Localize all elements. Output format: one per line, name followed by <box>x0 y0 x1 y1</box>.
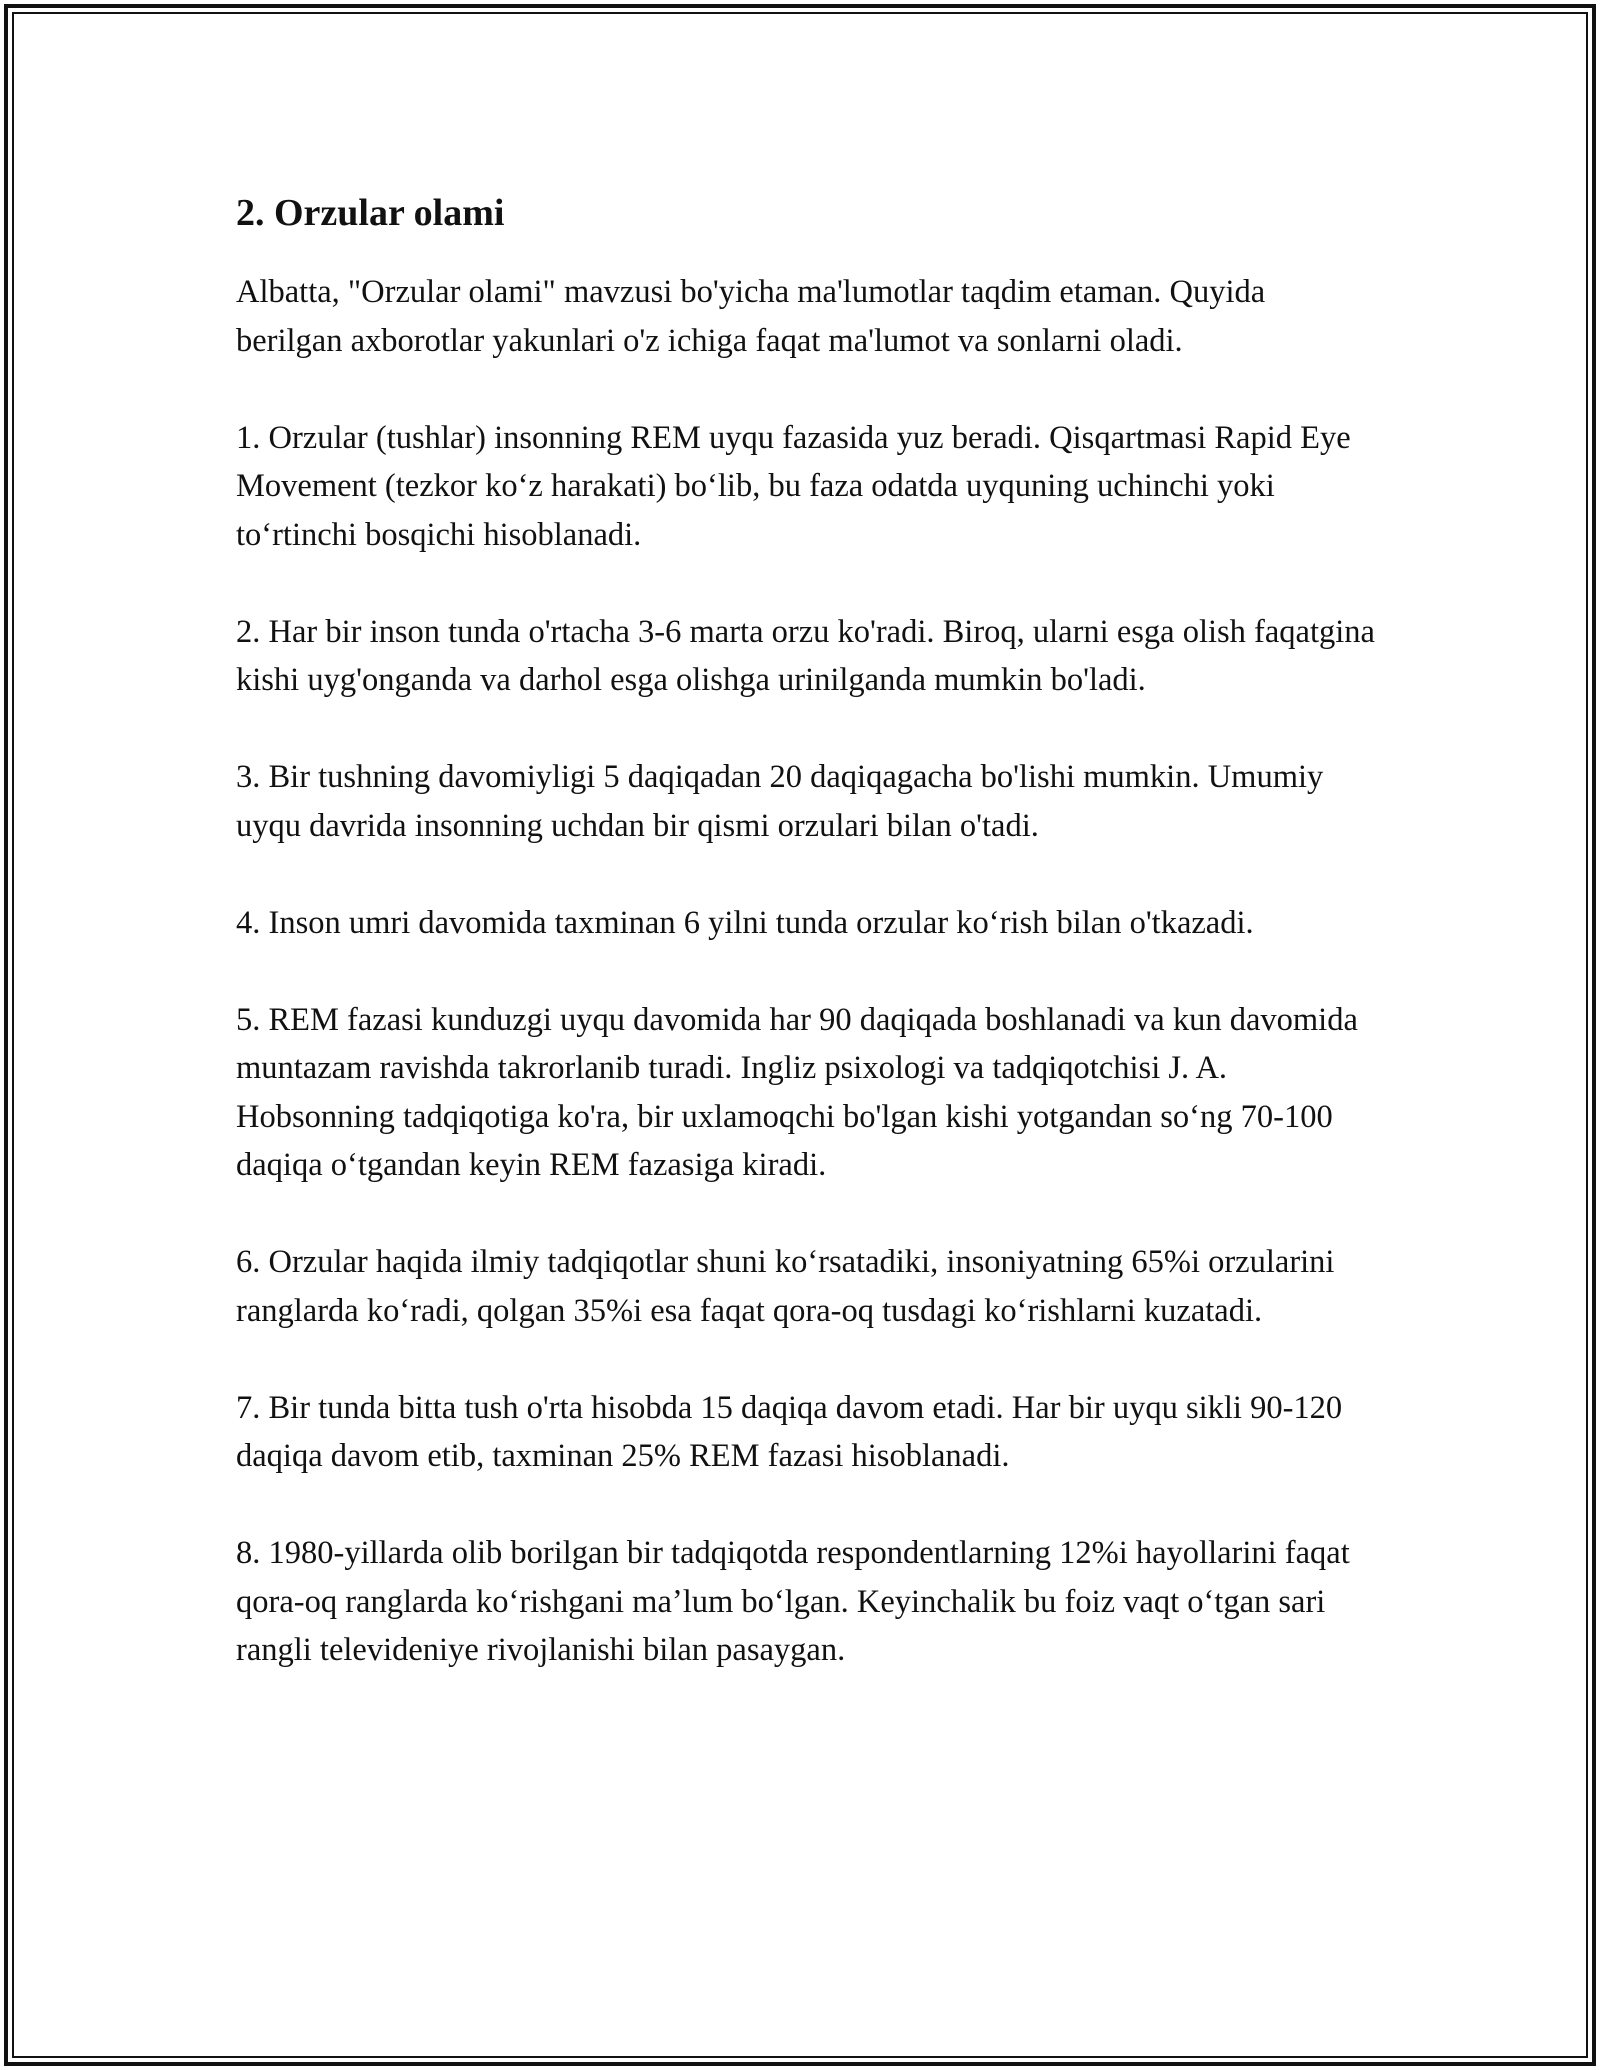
document-body <box>236 186 1376 1723</box>
fact-item-1: 1. Orzular (tushlar) insonning REM uyqu fazasida yuz beradi. Qisqartmasi Rapid Eye Movement (tezkor koʻz harakati) boʻlib, bu faza odatda uyquning uchinchi yoki toʻrtinchi bosqichi hisoblanadi. <box>236 419 1351 553</box>
fact-item-8: 8. 1980-yillarda olib borilgan bir tadqiqotda respondentlarning 12%i hayollarini faqat qora-oq ranglarda koʻrishgani maʼlum boʻlgan. Keyinchalik bu foiz vaqt oʻtgan sari rangli televideniye rivojlanishi bilan pasaygan. <box>236 1535 1350 1668</box>
fact-item-3: 3. Bir tushning davomiyligi 5 daqiqadan 20 daqiqagacha bo'lishi mumkin. Umumiy uyqu davrida insonning uchdan bir qismi orzulari bilan o'tadi. <box>236 759 1324 844</box>
fact-item-6: 6. Orzular haqida ilmiy tadqiqotlar shuni koʻrsatadiki, insoniyatning 65%i orzularini ranglarda koʻradi, qolgan 35%i esa faqat qora-oq tusdagi koʻrishlarni kuzatadi. <box>236 1244 1335 1329</box>
fact-item-7: 7. Bir tunda bitta tush o'rta hisobda 15 daqiqa davom etadi. Har bir uyqu sikli 90-120 daqiqa davom etib, taxminan 25% REM fazasi hisoblanadi. <box>236 1389 1343 1474</box>
fact-item-2: 2. Har bir inson tunda o'rtacha 3-6 marta orzu ko'radi. Biroq, ularni esga olish faqatgina kishi uyg'onganda va darhol esga olishga urinilganda mumkin bo'ladi. <box>236 613 1375 698</box>
fact-item-5: 5. REM fazasi kunduzgi uyqu davomida har 90 daqiqada boshlanadi va kun davomida muntazam ravishda takrorlanib turadi. Ingliz psixologi va tadqiqotchisi J. A. Hobsonning tadqiqotiga ko'ra, bir uxlamoqchi bo'lgan kishi yotgandan soʻng 70-100 daqiqa oʻtgandan keyin REM fazasiga kiradi. <box>236 1001 1358 1183</box>
fact-item-4: 4. Inson umri davomida taxminan 6 yilni tunda orzular koʻrish bilan o'tkazadi. <box>236 904 1254 941</box>
section-title: 2. Orzular olami <box>236 192 505 234</box>
intro-paragraph: Albatta, "Orzular olami" mavzusi bo'yicha ma'lumotlar taqdim etaman. Quyida berilgan axborotlar yakunlari o'z ichiga faqat ma'lumot va sonlarni oladi. <box>236 274 1266 359</box>
